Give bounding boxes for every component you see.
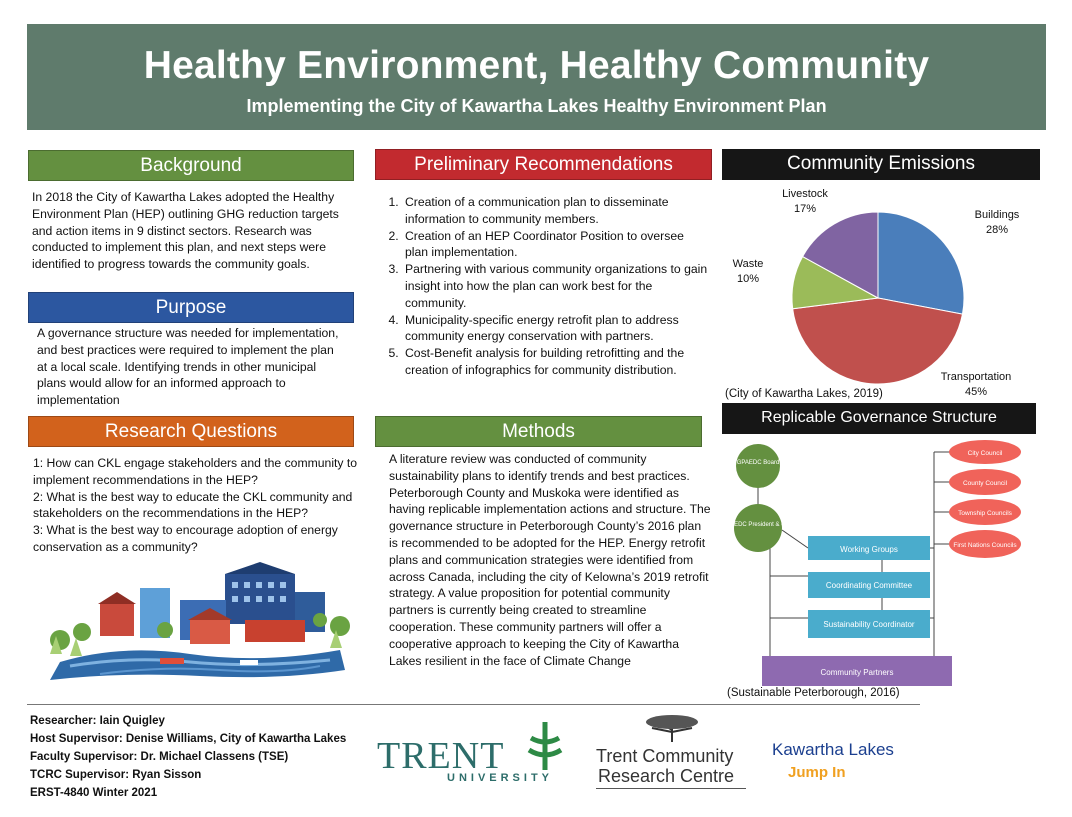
gov-working-groups: Working Groups: [840, 545, 898, 554]
recommendation-item: 2. Creation of an HEP Coordinator Position to oversee plan implementation.: [402, 228, 710, 262]
trent-wordmark: TRENT: [377, 735, 505, 777]
pie-label-transportation: Transportation 45%: [940, 371, 1012, 398]
kl-tag: Jump In: [788, 764, 846, 781]
recommendations-heading: Preliminary Recommendations: [375, 149, 712, 180]
gov-board-label: GPAEDC Board: [736, 460, 780, 466]
title-banner: [27, 24, 1046, 130]
research-question: 2: What is the best way to educate the CKL community and stakeholders on the recommendations in the HEP?: [33, 489, 353, 521]
pie-label-livestock: Livestock 17%: [782, 188, 828, 215]
methods-text: A literature review was conducted of community sustainability plans to identify trends and best practices. Peterborough County and Muskoka were identified as having replicable implementation actions and structure. The governance structure in Peterborough County’s 2016 plan is recommended to be adopted for the HEP. Energy retrofit plans and communication strategies were identified from across Canada, including the city of Kelowna’s 2019 retrofit strategy. A value proposition for potential community partners is currently being created to streamline cooperation. These community partners will offer a cooperative approach to keeping the City of Kawartha Lakes resilient in the face of Climate Change: [389, 452, 711, 668]
trcc-line2: Research Centre: [598, 766, 735, 786]
kawartha-lakes-logo: [770, 738, 920, 788]
emissions-heading: Community Emissions: [722, 149, 1040, 180]
tree-icon: [642, 714, 702, 744]
purpose-text: A governance structure was needed for implementation, and best practices were required to implement the plan at a local scale. Identifying trends in other municipal plans would allow for an informed approach to implementation: [37, 326, 339, 408]
poster-subtitle: Implementing the City of Kawartha Lakes Healthy Environment Plan: [246, 96, 827, 116]
recommendation-item: 3. Partnering with various community organizations to gain insight into how the plan can work best for the community.: [402, 261, 710, 311]
gov-president-label: GPAEDC President & CEO: [722, 522, 795, 528]
research-questions: [33, 455, 363, 556]
gov-council: County Council: [962, 480, 1008, 487]
emissions-citation: (City of Kawartha Lakes, 2019): [725, 388, 883, 400]
background-heading: Background: [28, 150, 354, 181]
trcc-line1: Trent Community: [596, 746, 734, 766]
gov-partners: Community Partners: [820, 668, 894, 677]
credit-line: Researcher: Iain Quigley: [30, 715, 165, 727]
town-illustration: [40, 562, 360, 694]
trcc-logo: [592, 714, 752, 790]
credits: [30, 712, 346, 802]
credit-line: TCRC Supervisor: Ryan Sisson: [30, 769, 202, 781]
credit-line: Faculty Supervisor: Dr. Michael Classens (TSE): [30, 751, 289, 763]
purpose-heading: Purpose: [28, 292, 354, 323]
governance-heading: Replicable Governance Structure: [722, 403, 1036, 434]
gov-sustainability: Sustainability Coordinator: [823, 620, 915, 629]
credit-line: ERST-4840 Winter 2021: [30, 787, 158, 799]
governance-citation: (Sustainable Peterborough, 2016): [727, 687, 900, 699]
trent-sub: UNIVERSITY: [447, 772, 554, 784]
recommendation-item: 5. Cost-Benefit analysis for building retrofitting and the creation of infographics for community distribution.: [402, 345, 710, 379]
recommendation-item: 1. Creation of a communication plan to disseminate information to community members.: [402, 194, 710, 228]
poster-title: Healthy Environment, Healthy Community: [143, 44, 930, 87]
governance-diagram: [722, 436, 1052, 692]
recommendations-list: [380, 194, 710, 379]
research-heading: Research Questions: [28, 416, 354, 447]
trent-university-logo: [377, 720, 577, 790]
background-text: In 2018 the City of Kawartha Lakes adopted the Healthy Environment Plan (HEP) outlining GHG reduction targets and action items in 9 distinct sectors. Research was conducted to implement this plan, and next steps were identified to progress towards the community goals.: [32, 190, 339, 272]
research-question: 1: How can CKL engage stakeholders and the community to implement recommendations in the HEP?: [33, 456, 358, 487]
recommendation-item: 4. Municipality-specific energy retrofit plan to address community energy conservation with partners.: [402, 312, 710, 346]
methods-heading: Methods: [375, 416, 702, 447]
trent-emblem-icon: [525, 720, 565, 772]
gov-council: Township Councils: [958, 510, 1012, 517]
pie-slice-buildings: [878, 212, 964, 314]
footer-divider: [27, 704, 920, 705]
pie-label-waste: Waste 10%: [732, 258, 764, 285]
gov-council: City Council: [967, 450, 1003, 457]
trcc-underline: [596, 788, 746, 789]
gov-coordinating: Coordinating Committee: [825, 581, 913, 590]
research-question: 3: What is the best way to encourage adoption of energy conservation as a community?: [33, 523, 338, 554]
credit-line: Host Supervisor: Denise Williams, City of Kawartha Lakes: [30, 733, 347, 745]
kl-name: Kawartha Lakes: [772, 740, 894, 759]
gov-council: First Nations Councils: [953, 542, 1017, 549]
pie-label-buildings: Buildings 28%: [974, 209, 1020, 236]
